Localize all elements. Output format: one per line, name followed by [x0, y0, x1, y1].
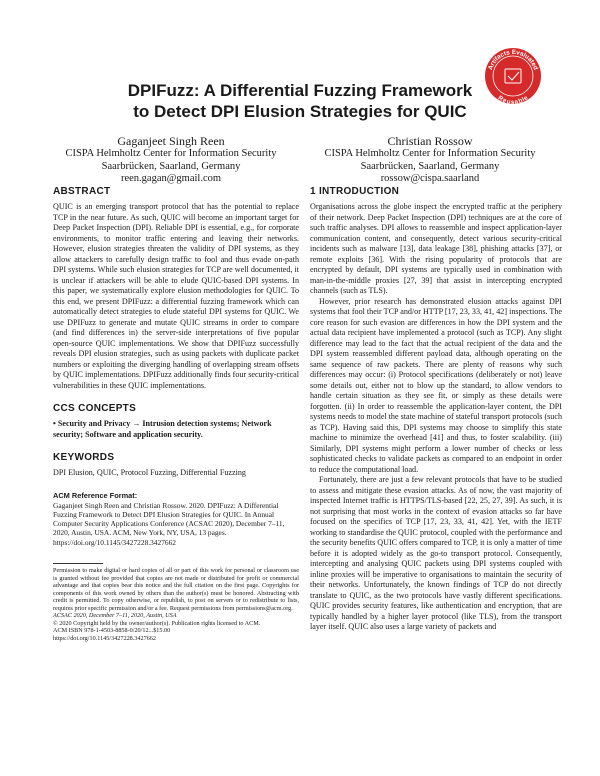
keywords-heading: KEYWORDS	[53, 452, 115, 463]
ccs-heading: CCS CONCEPTS	[53, 403, 137, 414]
title-line-1: DPIFuzz: A Differential Fuzzing Framework	[127, 81, 473, 100]
acm-reference-heading: ACM Reference Format:	[53, 490, 138, 500]
author-location: Saarbrücken, Saarland, Germany	[101, 160, 241, 172]
abstract-text: QUIC is an emerging transport protocol that has the potential to replace TCP in the near future. As such, QUIC will become an important target for Deep Packet Inspection (DPI). Reliable DPI is essential, e.g., for corporate environments, to monitor traffic entering and leaving their networks. However, elusion strategies threaten the validity of DPI systems, as they allow attackers to carefully design traffic to fool and thus evade on-path DPI systems. While such elusion strategies for TCP are well documented, it is unclear if attackers will be able to elude QUIC-based DPI systems. In this paper, we systematically explore elusion methodologies for QUIC. To this end, we present DPIFuzz: a differential fuzzing framework which can automatically detect strategies to elude stateful DPI systems for QUIC. We use DPIFuzz to generate and mutate QUIC streams in order to compare (and find differences in) the server-side interpretations of five popular open-source QUIC implementations. We show that DPIFuzz successfully reveals DPI elusion strategies, such as using packets with duplicate packet numbers or exploiting the diverging handling of overlapping stream offsets by QUIC implementations. DPIFuzz additionally finds four security-critical vulnerabilities in these QUIC implementations.	[53, 202, 299, 390]
ccs-concepts-text: • Security and Privacy → Intrusion detection systems; Network security; Software and application security.	[53, 419, 272, 439]
author-block-1	[41, 134, 301, 186]
intro-paragraph-1: Organisations across the globe inspect the encrypted traffic at the periphery of their network. Deep Packet Inspection (DPI) techniques are at the core of such traffic analyses. DPI allows to reassemble and inspect application-layer communication content, and consequently, detect various security-critical incidents such as malware [13], data leakage [38], phishing attacks [37], or remote exploits [36]. With the rising popularity of protocols that are encrypted by default, DPI systems are typically used in combination with man-in-the-middle proxies [27, 39] that assist in intercepting encrypted channels (such as TLS).	[310, 202, 562, 295]
permission-venue: ACSAC 2020, December 7–11, 2020, Austin, USA	[53, 612, 177, 620]
permission-text: Permission to make digital or hard copies of all or part of this work for personal or classroom use is granted without fee provided that copies are not made or distributed for profit or commercial advantage and that copies bear this notice and the full citation on the first page. Copyrights for components of this work owned by others than the author(s) must be honored. Abstracting with credit is permitted. To copy otherwise, or republish, to post on servers or to redistribute to lists, requires prior specific permission and/or a fee. Request permissions from permissions@acm.org.	[53, 566, 299, 612]
badge-text-top: Artifacts Evaluated	[486, 48, 540, 71]
permission-copyright: © 2020 Copyright held by the owner/author(s). Publication rights licensed to ACM.	[53, 619, 261, 627]
abstract-heading: ABSTRACT	[53, 186, 111, 197]
introduction-heading: 1 INTRODUCTION	[310, 186, 400, 197]
author-block-2	[300, 134, 560, 186]
author-email[interactable]: rossow@cispa.saarland	[380, 173, 480, 184]
author-name: Christian Rossow	[387, 134, 473, 148]
author-affiliation: CISPA Helmholtz Center for Information Security	[324, 148, 536, 159]
intro-paragraph-3: Fortunately, there are just a few relevant protocols that have to be studied to assess and mitigate these evasion attacks. As of now, the vast majority of inspected Internet traffic is HTTPS/TLS-based [22, 25, 27, 39]. As such, it is not surprising that most works in the context of evasion attacks so far have focused on the specifics of TCP [17, 23, 33, 41, 42]. Yet, with the IETF working to standardise the QUIC protocol, coupled with the performance and the security benefits QUIC offers compared to TCP, it is only a matter of time before it is adopted widely as the go-to transport protocol. Consequently, intercepting and analysing QUIC packets using DPI systems coupled with inline proxies will be imperative to organisations to maintain the security of their networks. Unfortunately, the known findings of TCP do not directly translate to QUIC, as the two protocols have vastly different specifications. QUIC provides security features, like authentication and encryption, that are typically handled by a higher layer protocol (like TLS), from the transport layer itself. QUIC also uses a large variety of packets and	[310, 475, 562, 631]
right-column	[310, 186, 562, 633]
intro-paragraph-2: However, prior research has demonstrated elusion attacks against DPI systems that fool their TCP and/or HTTP [17, 23, 33, 41, 42] inspections. The core reason for such evasion are differences in how the DPI system and the actual data recipient have implemented a protocol (such as TCP). Any slight difference may lead to the fact that the actual recipient of the data and the DPI system reassembled different payload data, although operating on the same sequence of raw packets. There are plenty of reasons why such differences may occur: (i) Protocol specifications (deliberately or not) leave some details out, either not to blow up the standard, to allow vendors to handle certain situation as they see fit, or simply as these details were forgotten. (ii) In order to reassemble the application-layer content, the DPI systems needs to model the state machine of stateful transport protocols (such as TCP). Having said this, DPI systems may choose to simplify this state machine to minimize the overhead [41] and thus, to foster scalability. (iii) Similarly, DPI systems might perform a lower number of checks or less sophisticated checks to validate packets as compared to an endpoint in order to reduce the computational load.	[310, 296, 562, 474]
footnote-divider	[53, 563, 103, 564]
acm-reference-text: Gaganjeet Singh Reen and Christian Rossow. 2020. DPIFuzz: A Differential Fuzzing Framework to Detect DPI Elusion Strategies for QUIC. In Annual Computer Security Applications Conference (ACSAC 2020), December 7–11, 2020, Austin, USA. ACM, New York, NY, USA, 13 pages. https://doi.org/10.1145/3427228.3427662	[53, 500, 285, 547]
keywords-text: DPI Elusion, QUIC, Protocol Fuzzing, Differential Fuzzing	[53, 468, 246, 477]
left-column	[53, 186, 299, 642]
title-line-2: to Detect DPI Elusion Strategies for QUIC	[133, 102, 467, 121]
author-location: Saarbrücken, Saarland, Germany	[360, 160, 500, 172]
author-name: Gaganjeet Singh Reen	[117, 134, 225, 148]
permission-doi[interactable]: https://doi.org/10.1145/3427228.3427662	[53, 634, 156, 642]
author-email[interactable]: reen.gagan@gmail.com	[120, 173, 222, 184]
author-affiliation: CISPA Helmholtz Center for Information Security	[65, 148, 277, 159]
paper-title	[60, 80, 540, 122]
badge-text-bottom: Reusable	[496, 94, 530, 105]
permission-isbn: ACM ISBN 978-1-4503-8858-0/20/12...$15.00	[53, 627, 171, 635]
